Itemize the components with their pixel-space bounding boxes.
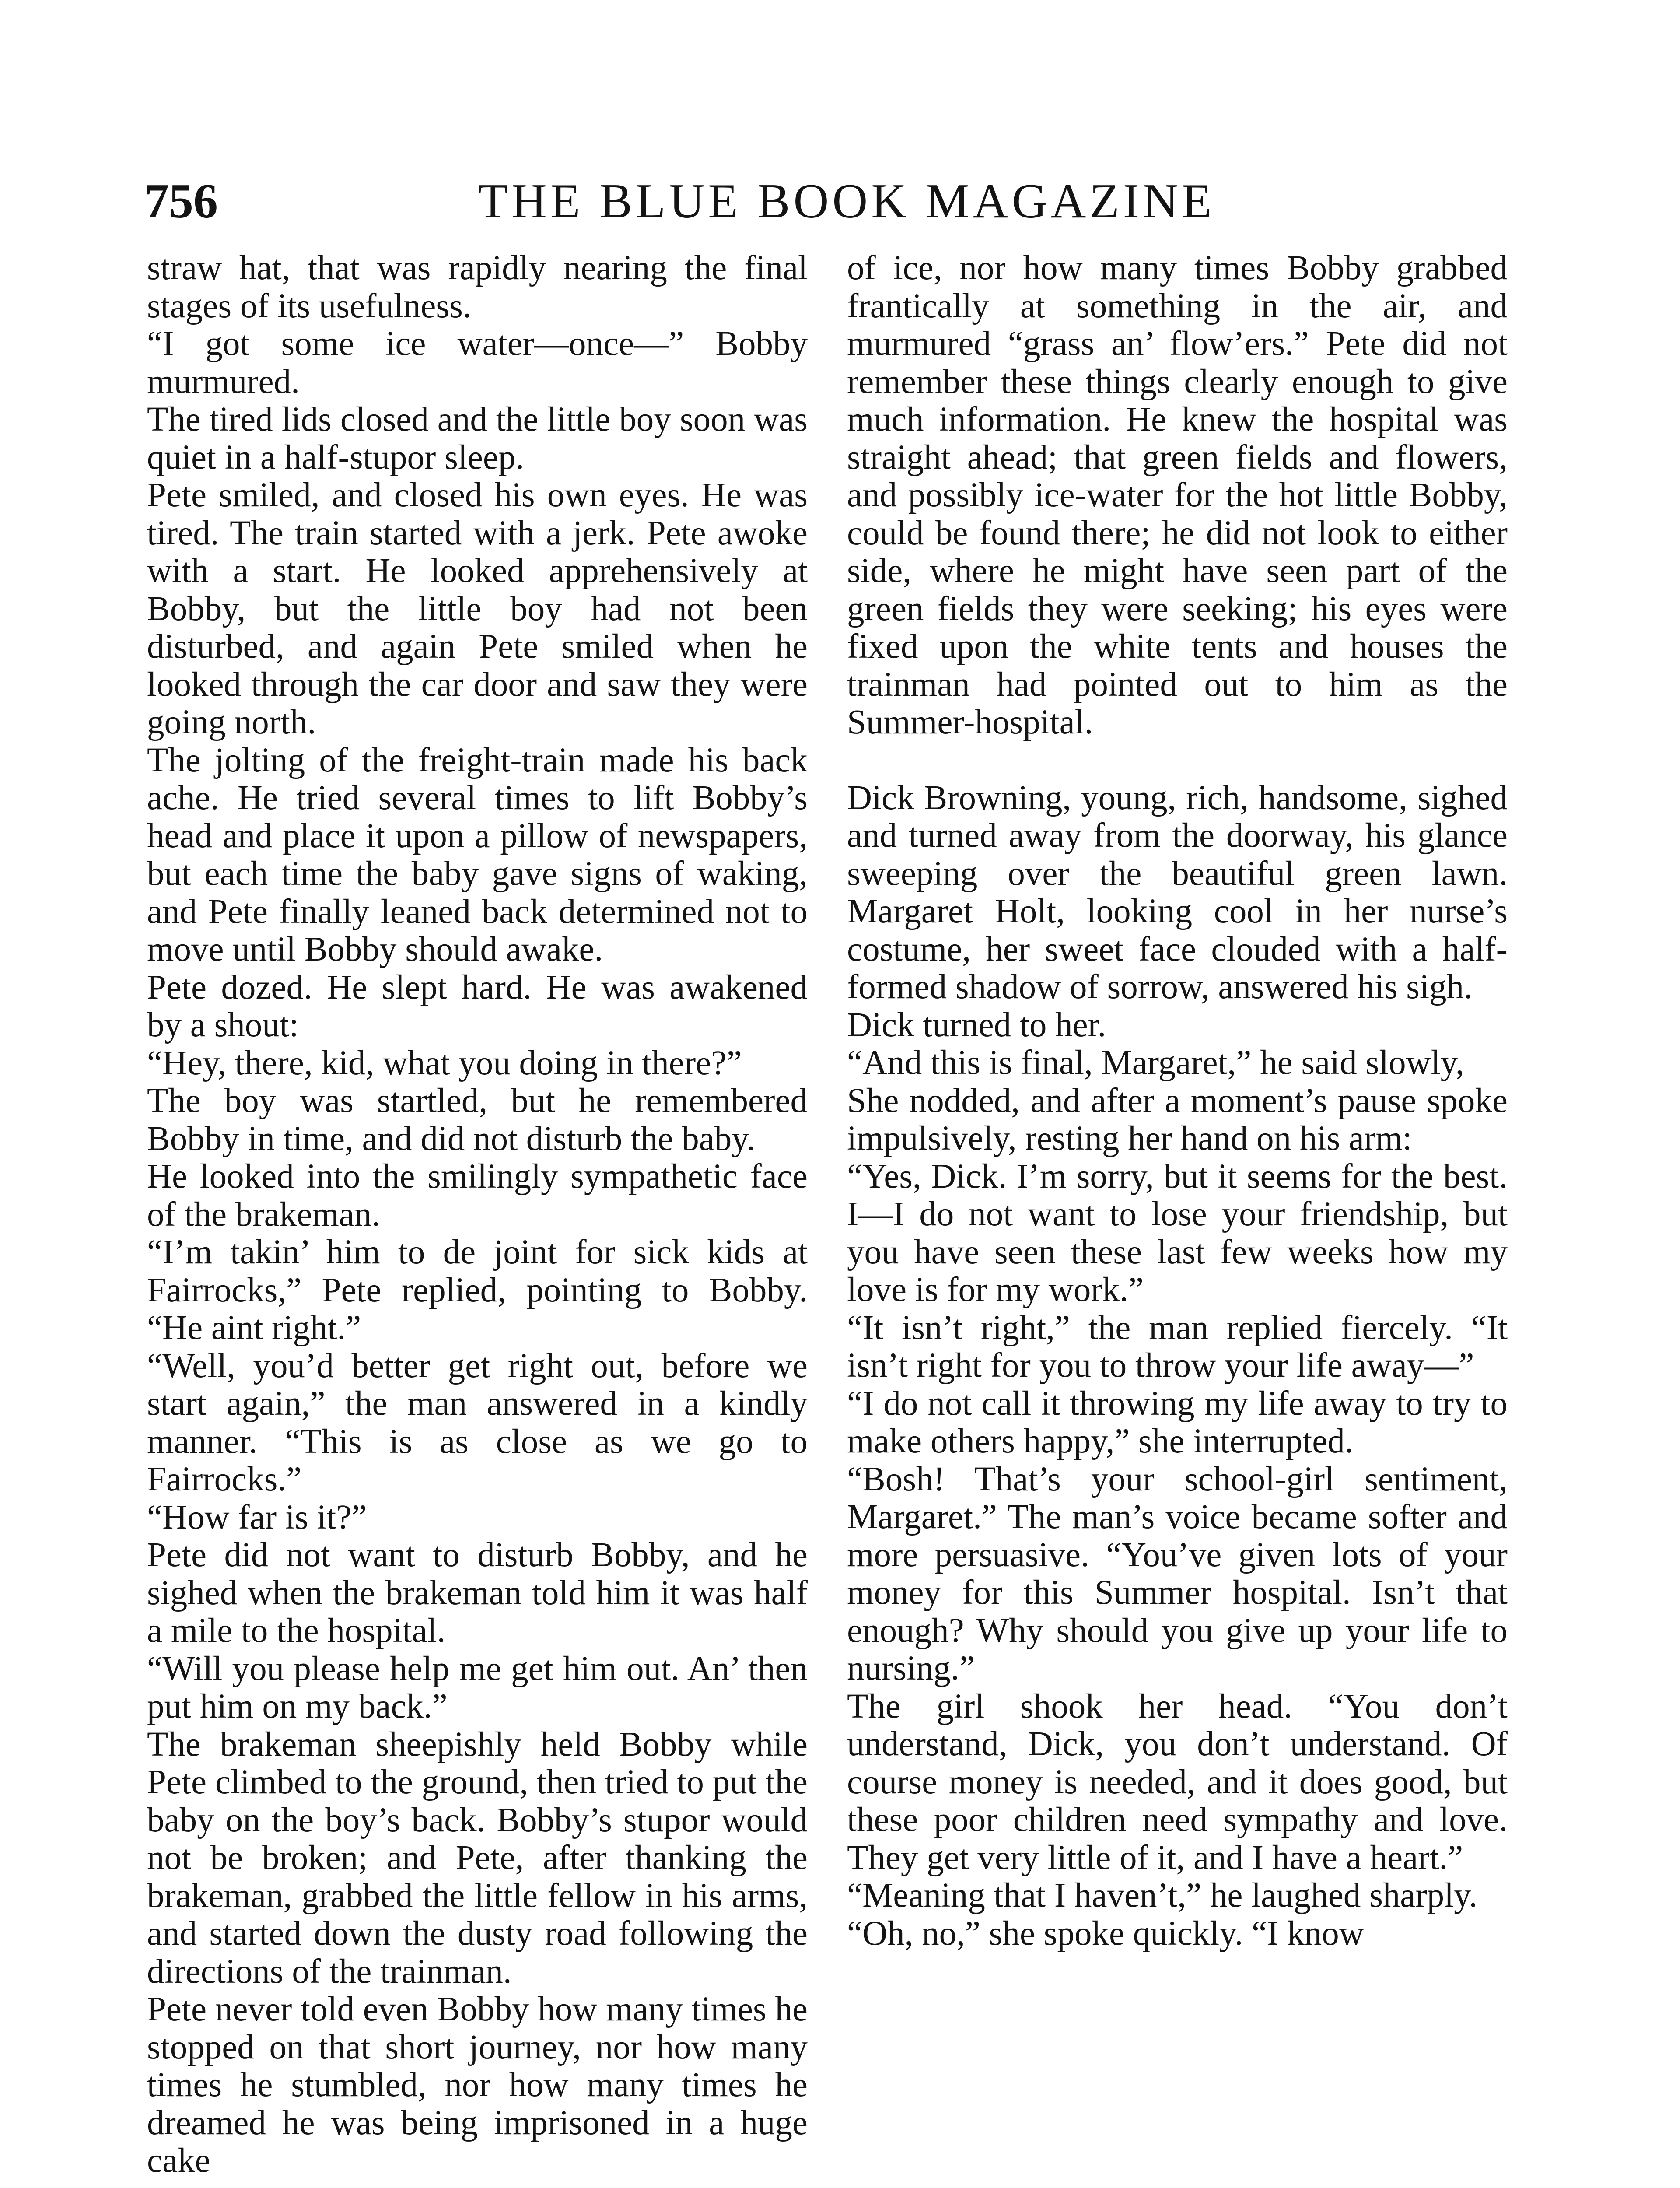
paragraph: “Will you please help me get him out. An’ then put him on my back.”: [147, 1649, 808, 1725]
paragraph: “And this is final, Margaret,” he said slowly,: [847, 1044, 1464, 1082]
paragraph: “I’m takin’ him to de joint for sick kids at Fairrocks,” Pete replied, pointing to Bobby. “He aint right.”: [147, 1233, 808, 1347]
paragraph: Pete smiled, and closed his own eyes. He was tired. The train started with a jerk. Pete awoke with a start. He looked apprehensively at Bobby, but the little boy had not been disturbed, and again Pete smiled when he looked through the car door and saw they were going north.: [147, 476, 808, 741]
paragraph: “How far is it?”: [147, 1498, 367, 1536]
paragraph: “Bosh! That’s your school-girl sentiment, Margaret.” The man’s voice became softer and more persuasive. “You’ve given lots of your money for this Summer hospital. Isn’t that enough? Why should you give up your life to nursing.”: [847, 1460, 1508, 1687]
page-number: 756: [144, 174, 218, 228]
section-break: [847, 742, 1508, 779]
paragraph: “Hey, there, kid, what you doing in there?”: [147, 1044, 742, 1082]
paragraph: Pete did not want to disturb Bobby, and he sighed when the brakeman told him it was half a mile to the hospital.: [147, 1536, 808, 1650]
paragraph: “Yes, Dick. I’m sorry, but it seems for the best. I—I do not want to lose your friendship, but you have seen these last few weeks how my love is for my work.”: [847, 1157, 1508, 1309]
paragraph: Pete never told even Bobby how many times he stopped on that short journey, nor how many times he stumbled, nor how many times he dreamed he was being imprisoned in a huge cake: [147, 1990, 808, 2180]
paragraph: Pete dozed. He slept hard. He was awakened by a shout:: [147, 968, 808, 1044]
paragraph: Dick Browning, young, rich, handsome, sighed and turned away from the doorway, his glance sweeping over the beautiful green lawn. Margaret Holt, looking cool in her nurse’s costume, her sweet face clouded with a half-formed shadow of sorrow, answered his sigh.: [847, 778, 1508, 1006]
paragraph: of ice, nor how many times Bobby grabbed frantically at something in the air, and murmured “grass an’ flow’ers.” Pete did not remember these things clearly enough to give much information. He knew the hospital was straight ahead; that green fields and flowers, and possibly ice-water for the hot little Bobby, could be found there; he did not look to either side, where he might have seen part of the green fields they were seeking; his eyes were fixed upon the white tents and houses the trainman had pointed out to him as the Summer-hospital.: [847, 249, 1508, 741]
paragraph: “I do not call it throwing my life away to try to make others happy,” she interrupted.: [847, 1384, 1508, 1460]
paragraph: The boy was startled, but he remembered Bobby in time, and did not disturb the baby.: [147, 1082, 808, 1158]
paragraph: The tired lids closed and the little boy soon was quiet in a half-stupor sleep.: [147, 400, 808, 477]
paragraph: “Meaning that I haven’t,” he laughed sharply.: [847, 1876, 1478, 1914]
right-column: [847, 249, 1508, 1953]
paragraph: She nodded, and after a moment’s pause spoke impulsively, resting her hand on his arm:: [847, 1081, 1508, 1157]
page-header: [144, 166, 1549, 236]
paragraph: “It isn’t right,” the man replied fiercely. “It isn’t right for you to throw your life away—”: [847, 1308, 1508, 1385]
paragraph: Dick turned to her.: [847, 1006, 1106, 1044]
paragraph: “Oh, no,” she spoke quickly. “I know: [847, 1914, 1364, 1953]
paragraph: “I got some ice water—once—” Bobby murmured.: [147, 325, 808, 401]
paragraph: The brakeman sheepishly held Bobby while Pete climbed to the ground, then tried to put the baby on the boy’s back. Bobby’s stupor would not be broken; and Pete, after thanking the brakeman, grabbed the little fellow in his arms, and started down the dusty road following the directions of the trainman.: [147, 1725, 808, 1991]
running-title: THE BLUE BOOK MAGAZINE: [478, 174, 1215, 228]
paragraph: He looked into the smilingly sympathetic face of the brakeman.: [147, 1157, 808, 1234]
paragraph: “Well, you’d better get right out, before we start again,” the man answered in a kindly manner. “This is as close as we go to Fairrocks.”: [147, 1346, 808, 1498]
paragraph: The jolting of the freight-train made his back ache. He tried several times to lift Bobby’s head and place it upon a pillow of newspapers, but each time the baby gave signs of waking, and Pete finally leaned back determined not to move until Bobby should awake.: [147, 741, 808, 968]
paragraph: The girl shook her head. “You don’t understand, Dick, you don’t understand. Of course money is needed, and it does good, but these poor children need sympathy and love. They get very little of it, and I have a heart.”: [847, 1687, 1508, 1877]
paragraph: straw hat, that was rapidly nearing the final stages of its usefulness.: [147, 249, 808, 325]
left-column: [147, 249, 808, 2180]
